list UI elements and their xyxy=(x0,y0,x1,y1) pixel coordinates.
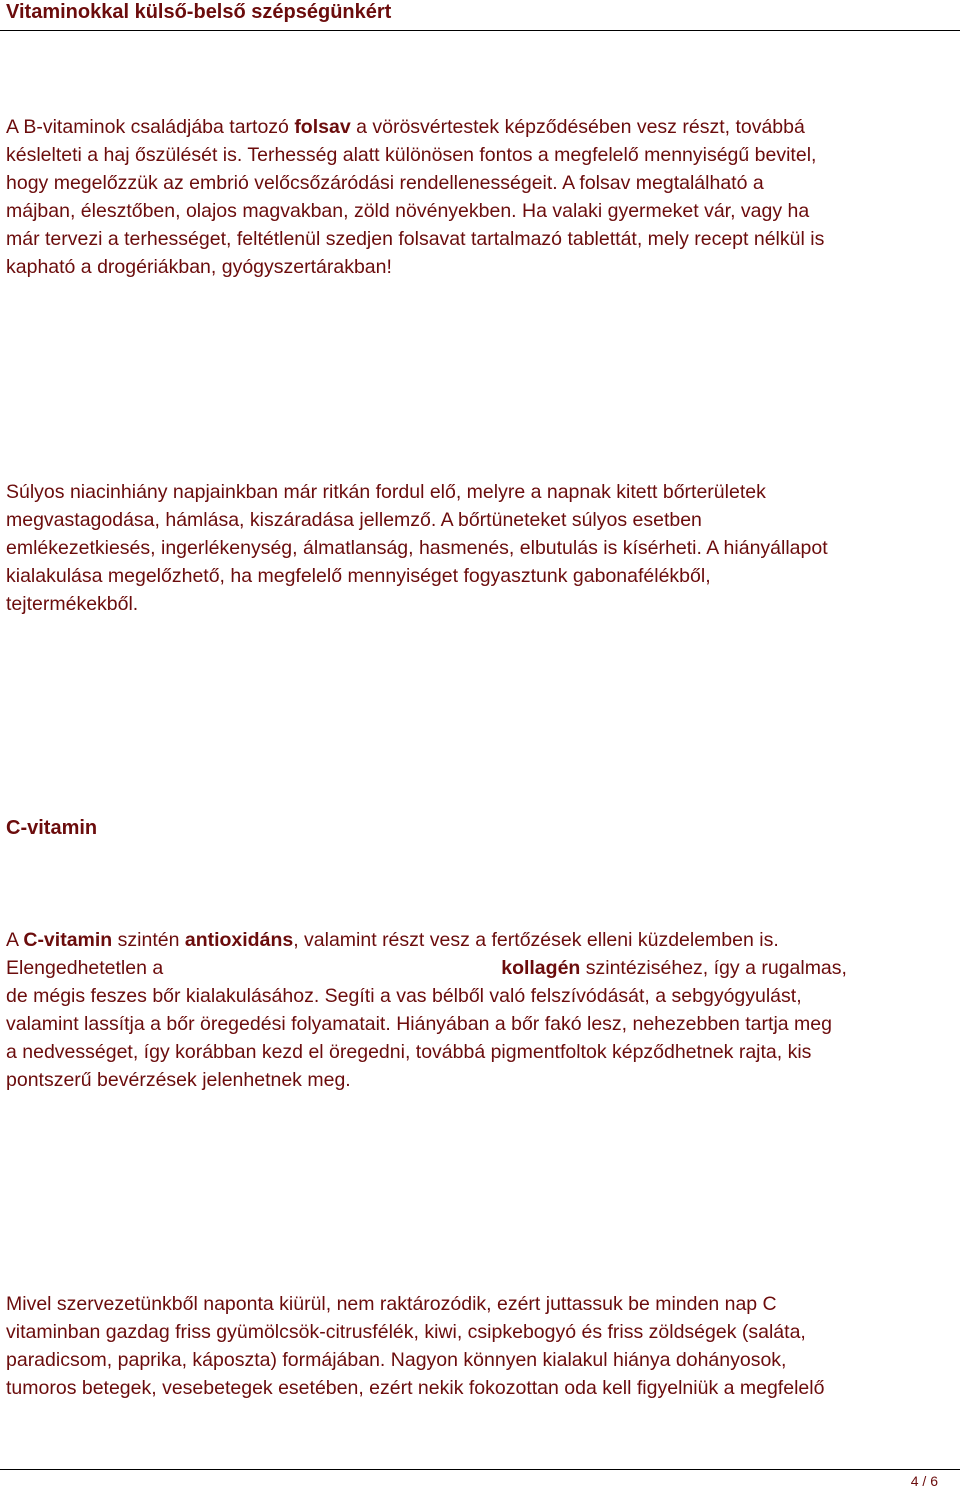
text-line: vitaminban gazdag friss gyümölcsök-citrusfélék, kiwi, csipkebogyó és friss zöldségek (saláta, xyxy=(6,1321,806,1343)
text-run: A B-vitaminok családjába tartozó xyxy=(6,116,295,138)
text-line xyxy=(6,926,956,954)
text-run: a vörösvértestek képződésében vesz részt, továbbá xyxy=(350,116,805,138)
text-line: de mégis feszes bőr kialakulásához. Segíti a vas bélből való felszívódását, a sebgyógyulást, xyxy=(6,985,802,1007)
bold-term-c-vitamin: C-vitamin xyxy=(23,929,113,951)
text-line: májban, élesztőben, olajos magvakban, zöld növényekben. Ha valaki gyermeket vár, vagy ha xyxy=(6,200,810,222)
page-number: 4 / 6 xyxy=(910,1473,938,1489)
section-heading-c-vitamin: C-vitamin xyxy=(6,817,98,839)
folsav-paragraph xyxy=(6,113,956,281)
text-line xyxy=(6,954,956,982)
text-line: késlelteti a haj őszülését is. Terhesség alatt különösen fontos a megfelelő mennyiségű bevitel, xyxy=(6,144,817,166)
bold-term-folsav: folsav xyxy=(294,116,351,138)
niacin-paragraph xyxy=(6,478,956,618)
document-title: Vitaminokkal külső-belső szépségünkért xyxy=(6,1,392,23)
text-line: a nedvességet, így korábban kezd el öregedni, továbbá pigmentfoltok képződhetnek rajta, kis xyxy=(6,1041,812,1063)
text-line: valamint lassítja a bőr öregedési folyamatait. Hiányában a bőr fakó lesz, nehezebben tartja meg xyxy=(6,1013,832,1035)
text-line: paradicsom, paprika, káposzta) formájában. Nagyon könnyen kialakul hiánya dohányosok, xyxy=(6,1349,787,1371)
text-line: emlékezetkiesés, ingerlékenység, álmatlanság, hasmenés, elbutulás is kísérheti. A hiányállapot xyxy=(6,537,828,559)
text-line: kapható a drogériákban, gyógyszertárakban! xyxy=(6,256,392,278)
text-line: Mivel szervezetünkből naponta kiürül, nem raktározódik, ezért juttassuk be minden nap C xyxy=(6,1293,777,1315)
footer-divider xyxy=(0,1469,960,1470)
bold-term-kollagen: kollagén xyxy=(501,957,581,979)
text-line: tejtermékekből. xyxy=(6,593,139,615)
intake-paragraph xyxy=(6,1290,956,1402)
text-run: Elengedhetetlen a xyxy=(6,957,164,979)
text-line xyxy=(6,113,956,141)
c-vitamin-paragraph xyxy=(6,926,956,1094)
text-run: A xyxy=(6,929,24,951)
text-run: szintéziséhez, így a rugalmas, xyxy=(580,957,847,979)
text-line: kialakulása megelőzhető, ha megfelelő mennyiséget fogyasztunk gabonafélékből, xyxy=(6,565,711,587)
text-line: pontszerű bevérzések jelenhetnek meg. xyxy=(6,1069,351,1091)
text-run: szintén xyxy=(112,929,185,951)
text-line: Súlyos niacinhiány napjainkban már ritkán fordul elő, melyre a napnak kitett bőrterületek xyxy=(6,481,766,503)
text-line: már tervezi a terhességet, feltétlenül szedjen folsavat tartalmazó tablettát, mely recept nélkül is xyxy=(6,228,825,250)
text-line: megvastagodása, hámlása, kiszáradása jellemző. A bőrtüneteket súlyos esetben xyxy=(6,509,702,531)
text-run: , valamint részt vesz a fertőzések elleni küzdelemben is. xyxy=(293,929,779,951)
bold-term-antioxidans: antioxidáns xyxy=(184,929,294,951)
text-line: tumoros betegek, vesebetegek esetében, ezért nekik fokozottan oda kell figyelniük a megfelelő xyxy=(6,1377,825,1399)
text-line: hogy megelőzzük az embrió velőcsőzáródási rendellenességeit. A folsav megtalálható a xyxy=(6,172,764,194)
header-divider xyxy=(0,30,960,31)
